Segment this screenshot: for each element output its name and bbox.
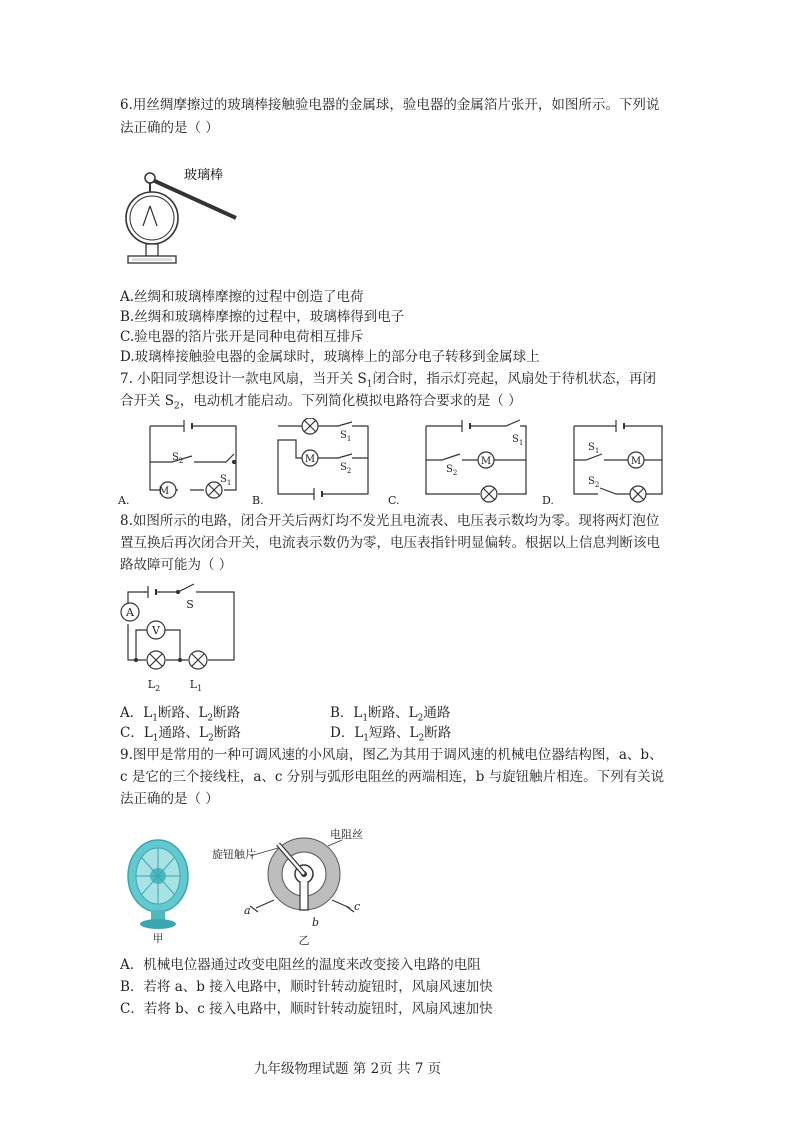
q7-option-a: A.: [118, 494, 130, 507]
lamp-l1-label: $L_1$: [189, 678, 203, 693]
q7-option-d: D.: [542, 494, 554, 507]
q8-option-c: C．$L_1$通路、$L_2$断路: [120, 725, 241, 744]
switch-label-d-s2: $S_2$: [588, 476, 600, 489]
motor-label-b: M: [304, 454, 316, 465]
switch-label-c-s1: $S_1$: [512, 434, 524, 447]
fig-jia-label: 甲: [152, 932, 164, 945]
q8-circuit-figure: [118, 580, 242, 696]
switch-label-b-s1: $S_1$: [340, 430, 352, 443]
switch-label-d-s1: $S_1$: [588, 442, 600, 455]
q8-stem-line2: 置互换后再次闭合开关，电流表示数仍为零，电压表指针明显偏转。根据以上信息判断该电: [120, 535, 660, 551]
fan-image: [128, 840, 188, 929]
q8-stem-line1: 8.如图所示的电路，闭合开关后两灯均不发光且电流表、电压表示数均为零。现将两灯泡位: [120, 513, 660, 529]
metal-ball: [145, 173, 155, 183]
page-footer: 九年级物理试题 第 2页 共 7 页: [254, 1061, 442, 1077]
q8-option-a: A．$L_1$断路、$L_2$断路: [120, 705, 241, 724]
q7-stem-line2: 合开关 $S_2$，电动机才能启动。下列简化模拟电路符合要求的是（ ）: [120, 393, 522, 412]
glass-rod-label: 玻璃棒: [184, 168, 224, 183]
switch-label-a-s2: $S_2$: [172, 452, 184, 465]
q9-stem-line2: c 是它的三个接线柱，a、c 分别与弧形电阻丝的两端相连，b 与旋钮触片相连。下列有关说: [120, 769, 665, 785]
q7-circuit-c: [426, 420, 526, 502]
q9-stem-line3: 法正确的是（ ）: [120, 791, 219, 807]
switch-label-a-s1: $S_1$: [220, 474, 232, 487]
q6-option-b: B.丝绸和玻璃棒摩擦的过程中，玻璃棒得到电子: [120, 309, 405, 325]
q9-figures: [118, 826, 378, 950]
switch-label-c-s2: $S_2$: [446, 464, 458, 477]
q7-option-c: C.: [388, 494, 400, 507]
q7-circuit-b: [278, 418, 368, 500]
q8-option-b: B．$L_1$断路、$L_2$通路: [330, 705, 451, 724]
potentiometer-diagram: [250, 838, 354, 912]
q8-option-d: D．$L_1$短路、$L_2$断路: [330, 725, 452, 744]
q7-stem-line1: 7. 小阳同学想设计一款电风扇，当开关 $S_1$闭合时，指示灯亮起，风扇处于待机状态，再闭: [120, 371, 656, 390]
resistance-wire-label: 电阻丝: [330, 828, 363, 841]
knob-contact-label: 旋钮触片: [212, 848, 256, 861]
motor-label-d: M: [630, 456, 642, 467]
q7-circuit-options: [116, 418, 676, 508]
electroscope-figure: [120, 160, 260, 280]
q6-stem-line1: 6.用丝绸摩擦过的玻璃棒接触验电器的金属球，验电器的金属箔片张开，如图所示。下列说: [120, 97, 660, 113]
electroscope-jar: [126, 192, 178, 244]
q7-option-b: B.: [252, 494, 264, 507]
ammeter-label: A: [126, 606, 134, 619]
motor-label-a: M: [158, 486, 170, 497]
q9-option-b: B．若将 a、b 接入电路中，顺时针转动旋钮时，风扇风速加快: [120, 979, 493, 995]
voltmeter-label: V: [152, 624, 160, 637]
q6-option-c: C.验电器的箔片张开是同种电荷相互排斥: [120, 329, 364, 345]
q6-option-a: A.丝绸和玻璃棒摩擦的过程中创造了电荷: [120, 289, 364, 305]
motor-label-c: M: [480, 456, 492, 467]
q6-option-d: D.玻璃棒接触验电器的金属球时，玻璃棒上的部分电子转移到金属球上: [120, 349, 540, 365]
q9-stem-line1: 9.图甲是常用的一种可调风速的小风扇，图乙为其用于调风速的机械电位器结构图，a、b、: [120, 747, 663, 763]
terminal-a-label: a: [244, 904, 251, 917]
q8-stem-line3: 路故障可能为（ ）: [120, 557, 233, 573]
q6-stem-line2: 法正确的是（ ）: [120, 120, 219, 136]
q9-option-c: C．若将 b、c 接入电路中，顺时针转动旋钮时，风扇风速加快: [120, 1001, 493, 1017]
terminal-b-label: b: [312, 916, 320, 929]
q7-circuit-d: [574, 420, 662, 502]
lamp-l2-label: $L_2$: [147, 678, 161, 693]
fig-yi-label: 乙: [298, 934, 310, 947]
switch-label: S: [186, 598, 194, 611]
terminal-c-label: c: [354, 900, 361, 913]
switch-label-b-s2: $S_2$: [340, 462, 352, 475]
q9-option-a: A．机械电位器通过改变电阻丝的温度来改变接入电路的电阻: [120, 957, 481, 973]
